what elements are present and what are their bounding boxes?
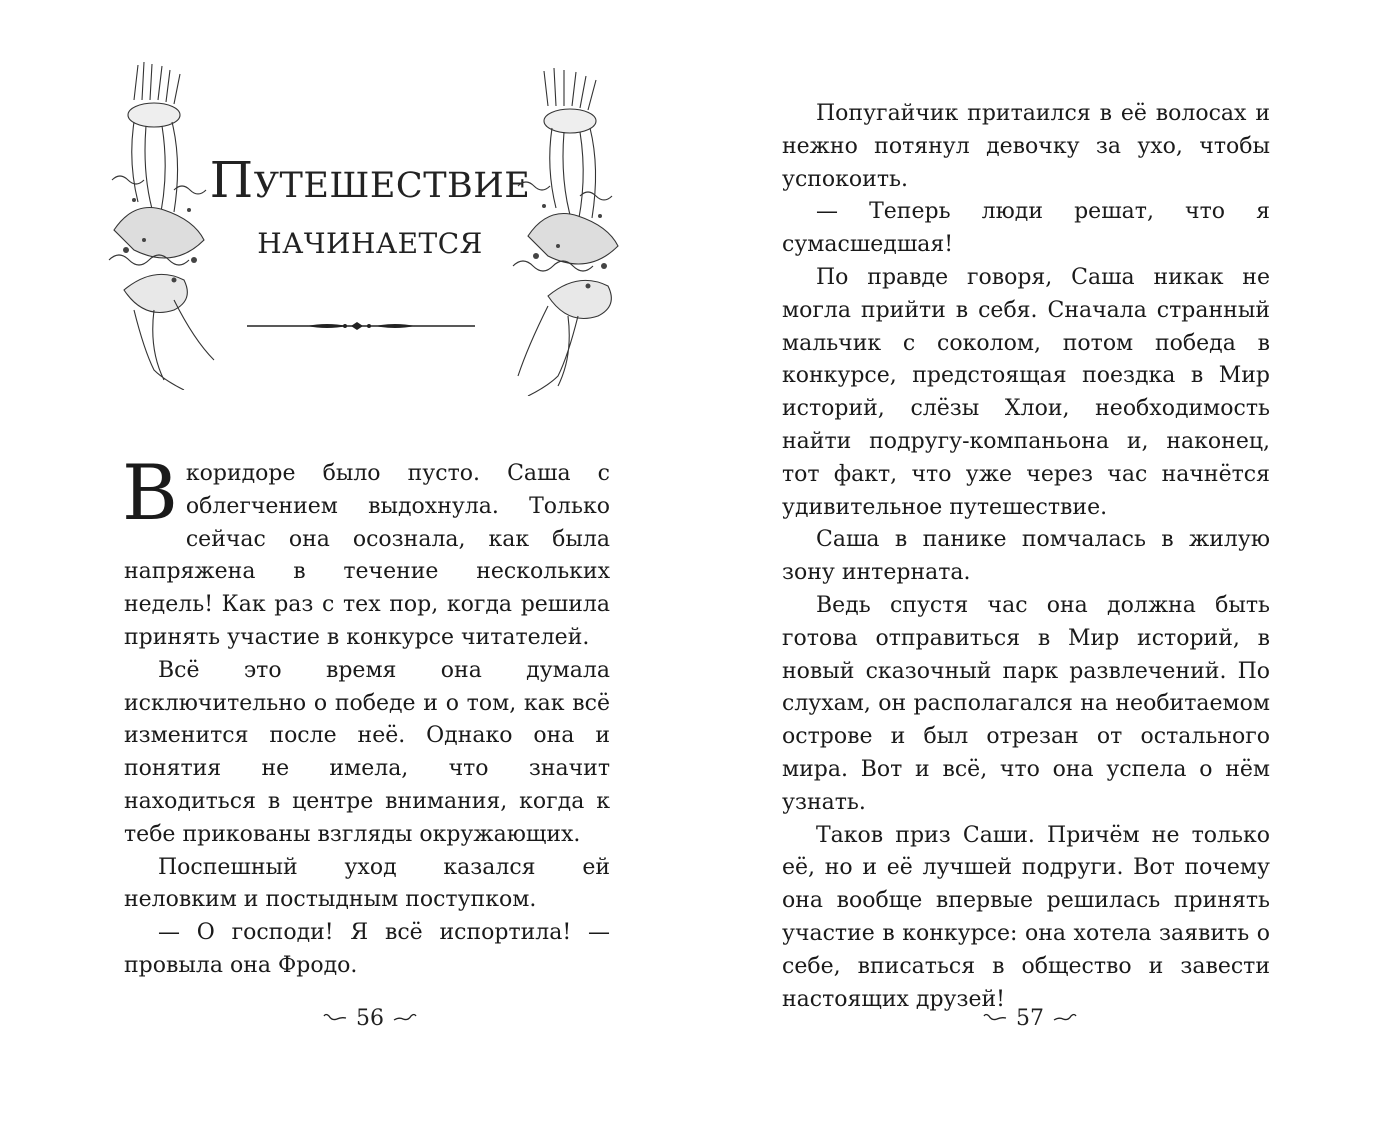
swirl-icon [322, 1012, 348, 1026]
jellyfish-illustration-icon [508, 66, 628, 396]
paragraph: Попугайчик притаился в её волосах и нежно потянул девочку за ухо, чтобы успокоить. [782, 101, 1270, 192]
left-page [0, 0, 696, 1125]
paragraph: Саша в панике помчалась в жилую зону интерната. [782, 527, 1270, 586]
page-number-left [322, 1006, 418, 1031]
swirl-icon [982, 1012, 1008, 1026]
ornamental-rule-icon [247, 316, 475, 336]
chapter-title-line2: начинается [257, 217, 483, 263]
swirl-icon [1052, 1012, 1078, 1026]
drop-cap: В [122, 448, 178, 537]
swirl-icon [392, 1012, 418, 1026]
chapter-title [200, 148, 540, 268]
chapter-title-line1: Путешествие [209, 151, 531, 209]
paragraph: Таков приз Саши. Причём не только её, но и её лучшей подруги. Вот почему она вообще впервые решилась принять участие в конкурсе: она хотела заявить о себе, вписаться в общество и завести настоящих друзей! [782, 822, 1270, 1012]
right-page [696, 0, 1393, 1125]
left-body-text [122, 448, 610, 983]
paragraph: В коридоре было пусто. Саша с облегчением выдохнула. Только сейчас она осознала, как была напряжена в течение нескольких недель! Как раз с тех пор, когда решила принять участие в конкурсе читателей. [122, 448, 610, 650]
page-number-right [982, 1006, 1078, 1031]
paragraph: — Теперь люди решат, что я сумасшедшая! [782, 199, 1270, 258]
paragraph: Ведь спустя час она должна быть готова отправиться в Мир историй, в новый сказочный парк развлечений. По слухам, он располагался на необитаемом острове и был отрезан от остального мира. Вот и всё, что она успела о нём узнать. [782, 592, 1270, 815]
paragraph: Поспешный уход казался ей неловким и постыдным поступком. [124, 854, 610, 913]
right-body-text [782, 98, 1270, 1016]
page-number: 57 [1016, 1006, 1044, 1031]
page-number: 56 [356, 1006, 384, 1031]
paragraph: По правде говоря, Саша никак не могла прийти в себя. Сначала странный мальчик с соколом, потом победа в конкурсе, предстоящая поездка в Мир историй, слёзы Хлои, необходимость найти подругу-компаньона и, наконец, тот факт, что уже через час начнётся удивительное путешествие. [782, 264, 1270, 520]
paragraph: — О господи! Я всё испортила! — провыла она Фродо. [124, 920, 610, 978]
paragraph: Всё это время она думала исключительно о победе и о том, как всё изменится после неё. Однако она и понятия не имела, что значит находиться в центре внимания, когда к тебе прикованы взгляды окружающих. [124, 657, 610, 847]
